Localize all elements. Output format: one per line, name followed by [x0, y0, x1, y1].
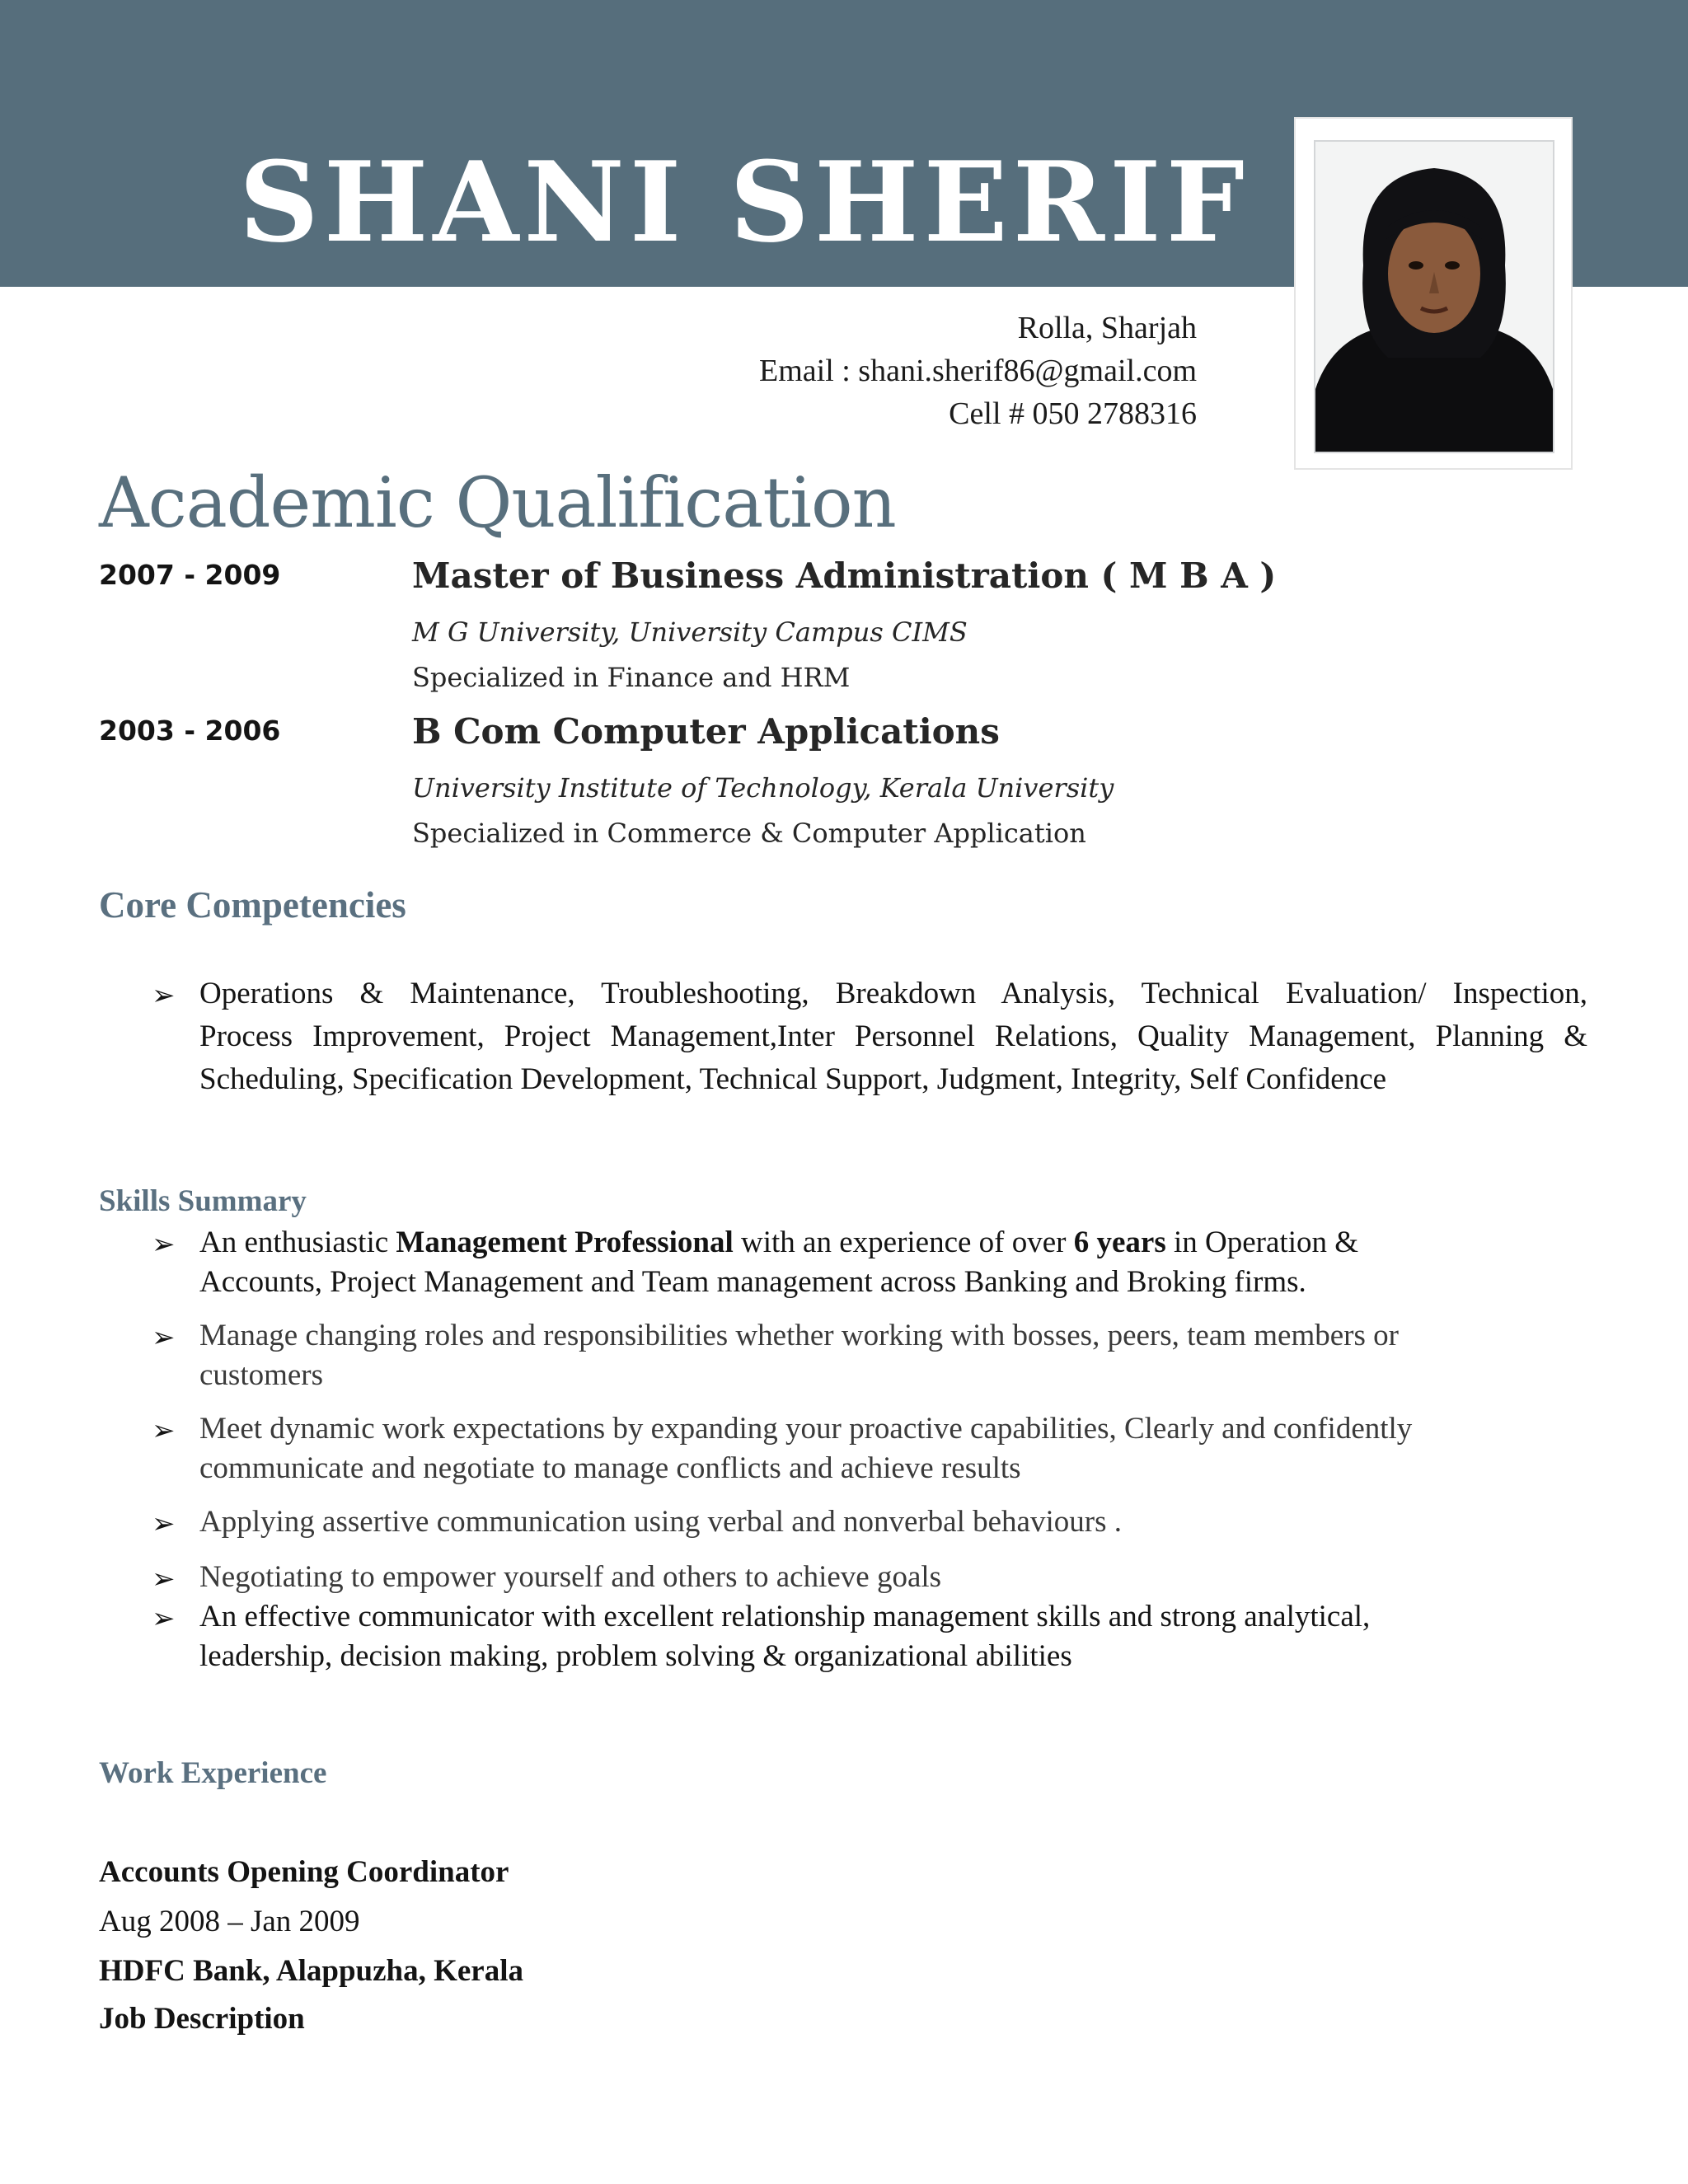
skill-text: An enthusiastic: [199, 1226, 396, 1259]
bullet-arrow-icon: ➢: [152, 1604, 176, 1634]
contact-cell: Cell # 050 2788316: [949, 396, 1197, 431]
entry-specialization: Specialized in Finance and HRM: [412, 662, 851, 693]
bullet-arrow-icon: ➢: [152, 1509, 176, 1540]
bullet-arrow-icon: ➢: [152, 1564, 176, 1595]
entry-institution: University Institute of Technology, Kerala University: [412, 772, 1114, 804]
bullet-arrow-icon: ➢: [152, 1323, 176, 1353]
skill-text: Meet dynamic work expectations by expanding your proactive capabilities, Clearly and confidently: [199, 1412, 1413, 1446]
core-competencies-text: [199, 972, 1587, 1101]
entry-years: 2007 - 2009: [99, 559, 281, 591]
bullet-arrow-icon: ➢: [152, 1416, 176, 1446]
core-heading: Core Competencies: [99, 884, 406, 926]
skill-text: customers: [199, 1358, 324, 1392]
skill-text: Accounts, Project Management and Team management across Banking and Broking firms.: [199, 1265, 1306, 1299]
entry-years: 2003 - 2006: [99, 715, 281, 747]
portrait-icon: [1315, 142, 1553, 452]
skill-text: Manage changing roles and responsibilities whether working with bosses, peers, team members or: [199, 1319, 1399, 1352]
job-title: Accounts Opening Coordinator: [99, 1855, 509, 1889]
entry-degree: B Com Computer Applications: [412, 711, 1000, 752]
core-line: Process Improvement, Project Management,Inter Personnel Relations, Quality Management, Planning &: [199, 1019, 1587, 1053]
skill-item: [199, 1316, 1399, 1395]
skill-text: Applying assertive communication using verbal and nonverbal behaviours .: [199, 1505, 1122, 1539]
skill-item: [199, 1223, 1358, 1302]
job-dates: Aug 2008 – Jan 2009: [99, 1905, 360, 1938]
entry-institution: M G University, University Campus CIMS: [412, 616, 968, 648]
skill-item: [199, 1409, 1412, 1488]
skill-text: communicate and negotiate to manage conflicts and achieve results: [199, 1451, 1021, 1485]
skill-text: Negotiating to empower yourself and others to achieve goals: [199, 1560, 942, 1594]
skill-highlight: 6 years: [1073, 1226, 1166, 1259]
job-description-label: Job Description: [99, 2002, 305, 2036]
skill-text: in Operation &: [1165, 1226, 1359, 1259]
skill-text: An effective communicator with excellent relationship management skills and strong analytical,: [199, 1600, 1371, 1633]
portrait-photo: [1314, 140, 1554, 453]
entry-specialization: Specialized in Commerce & Computer Application: [412, 818, 1086, 849]
photo-frame: [1294, 117, 1573, 470]
skill-item: [199, 1558, 941, 1597]
skill-item: [199, 1502, 1122, 1542]
bullet-arrow-icon: ➢: [152, 981, 176, 1011]
work-heading: Work Experience: [99, 1756, 327, 1790]
skill-item: [199, 1597, 1370, 1676]
skills-heading: Skills Summary: [99, 1184, 307, 1218]
job-employer: HDFC Bank, Alappuzha, Kerala: [99, 1954, 524, 1988]
candidate-name: SHANI SHERIF: [239, 137, 1250, 267]
entry-degree: Master of Business Administration ( M B A ): [412, 555, 1277, 596]
contact-email[interactable]: Email : shani.sherif86@gmail.com: [759, 354, 1197, 388]
bullet-arrow-icon: ➢: [152, 1230, 176, 1260]
skill-text: leadership, decision making, problem solving & organizational abilities: [199, 1639, 1072, 1673]
skill-highlight: Management Professional: [396, 1226, 734, 1259]
academic-heading: Academic Qualification: [99, 462, 896, 543]
contact-address: Rolla, Sharjah: [1017, 311, 1197, 345]
core-line: Operations & Maintenance, Troubleshooting, Breakdown Analysis, Technical Evaluation/ Inspection,: [199, 977, 1587, 1010]
skill-text: with an experience of over: [733, 1226, 1074, 1259]
core-line: Scheduling, Specification Development, Technical Support, Judgment, Integrity, Self Confidence: [199, 1062, 1387, 1096]
